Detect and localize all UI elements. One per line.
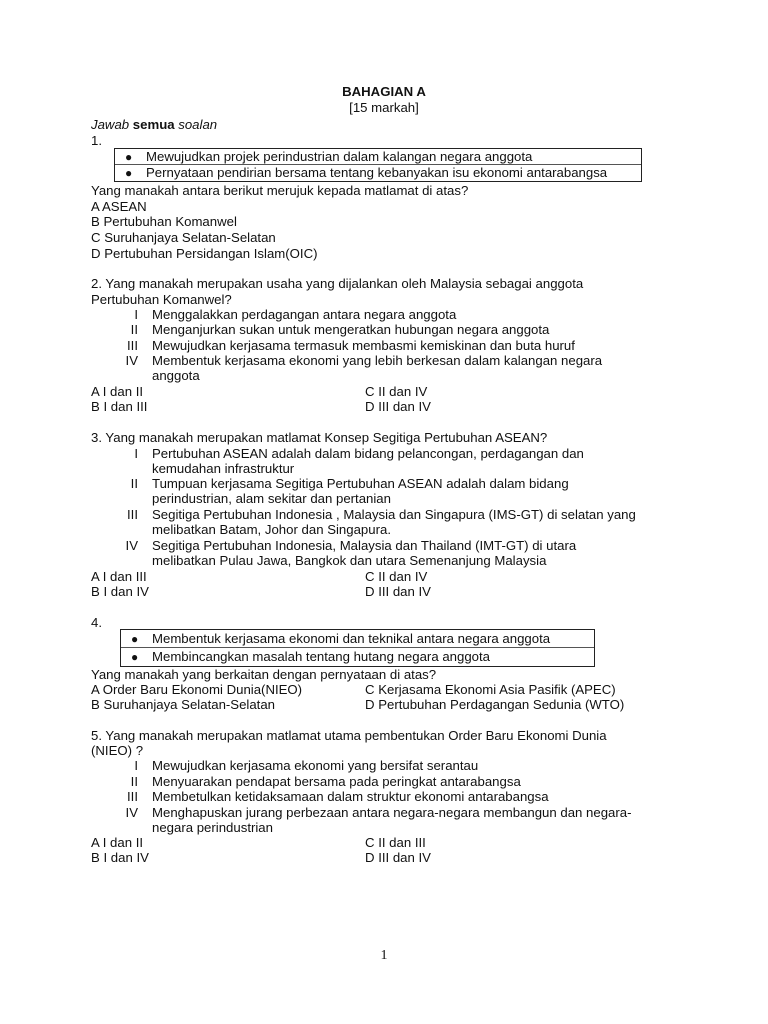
q5-numeral: IV bbox=[125, 805, 138, 820]
q5-numeral: III bbox=[127, 789, 138, 804]
q5-statement: Membetulkan ketidaksamaan dalam struktur ekonomi antarabangsa bbox=[152, 789, 549, 804]
q1-option-c[interactable]: C Suruhanjaya Selatan-Selatan bbox=[91, 230, 276, 245]
q2-statement-cont: anggota bbox=[152, 368, 200, 383]
q2-numeral: II bbox=[130, 322, 138, 337]
q4-box-item: Membentuk kerjasama ekonomi dan teknikal antara negara anggota bbox=[152, 631, 551, 646]
q2-statement: Mewujudkan kerjasama termasuk membasmi kemiskinan dan buta huruf bbox=[152, 338, 575, 353]
q4-box-row bbox=[121, 648, 594, 666]
section-marks: [15 markah] bbox=[349, 100, 419, 115]
q1-option-d[interactable]: D Pertubuhan Persidangan Islam(OIC) bbox=[91, 246, 318, 261]
q4-option-b[interactable]: B Suruhanjaya Selatan-Selatan bbox=[91, 697, 276, 712]
q5-option-a[interactable]: A I dan II bbox=[91, 835, 144, 850]
q4-statement-box bbox=[120, 629, 595, 667]
q3-stem: 3. Yang manakah merupakan matlamat Konsep Segitiga Pertubuhan ASEAN? bbox=[91, 430, 548, 445]
q2-option-d[interactable]: D III dan IV bbox=[365, 399, 431, 414]
q3-option-c[interactable]: C II dan IV bbox=[365, 569, 428, 584]
q1-box-row bbox=[115, 165, 641, 181]
q5-statement: Mewujudkan kerjasama ekonomi yang bersifat serantau bbox=[152, 758, 479, 773]
bullet-icon: ● bbox=[125, 150, 133, 164]
q4-number: 4. bbox=[91, 615, 102, 630]
q3-option-b[interactable]: B I dan IV bbox=[91, 584, 149, 599]
q2-option-b[interactable]: B I dan III bbox=[91, 399, 148, 414]
q1-option-b[interactable]: B Pertubuhan Komanwel bbox=[91, 214, 237, 229]
q3-statement-cont: melibatkan Batam, Johor dan Singapura. bbox=[152, 522, 391, 537]
q4-stem: Yang manakah yang berkaitan dengan pernyataan di atas? bbox=[91, 667, 437, 682]
q3-statement-cont: kemudahan infrastruktur bbox=[152, 461, 295, 476]
q4-option-c[interactable]: C Kerjasama Ekonomi Asia Pasifik (APEC) bbox=[365, 682, 616, 697]
q1-box-item: Mewujudkan projek perindustrian dalam kalangan negara anggota bbox=[146, 149, 533, 164]
q3-statement-cont: melibatkan Pulau Jawa, Bangkok dan utara Semenanjung Malaysia bbox=[152, 553, 547, 568]
q3-numeral: III bbox=[127, 507, 138, 522]
q3-numeral: II bbox=[130, 476, 138, 491]
q5-option-c[interactable]: C II dan III bbox=[365, 835, 426, 850]
q3-statement: Pertubuhan ASEAN adalah dalam bidang pelancongan, perdagangan dan bbox=[152, 446, 584, 461]
q5-numeral: I bbox=[134, 758, 138, 773]
q5-stem-line1: 5. Yang manakah merupakan matlamat utama pembentukan Order Baru Ekonomi Dunia bbox=[91, 728, 607, 743]
q5-option-d[interactable]: D III dan IV bbox=[365, 850, 431, 865]
q2-statement: Membentuk kerjasama ekonomi yang lebih berkesan dalam kalangan negara bbox=[152, 353, 603, 368]
q5-stem-line2: (NIEO) ? bbox=[91, 743, 144, 758]
instruction-part1: Jawab bbox=[91, 117, 133, 132]
q2-statement: Menganjurkan sukan untuk mengeratkan hubungan negara anggota bbox=[152, 322, 550, 337]
instruction-bold: semua bbox=[132, 117, 175, 132]
q4-box-item: Membincangkan masalah tentang hutang negara anggota bbox=[152, 649, 490, 664]
q1-number: 1. bbox=[91, 133, 102, 148]
q2-statement: Menggalakkan perdagangan antara negara anggota bbox=[152, 307, 457, 322]
section-title: BAHAGIAN A bbox=[342, 84, 426, 99]
q3-statement: Tumpuan kerjasama Segitiga Pertubuhan ASEAN adalah dalam bidang bbox=[152, 476, 569, 491]
q2-numeral: I bbox=[134, 307, 138, 322]
q2-option-c[interactable]: C II dan IV bbox=[365, 384, 428, 399]
q1-statement-box bbox=[114, 148, 642, 182]
q5-statement: Menghapuskan jurang perbezaan antara negara-negara membangun dan negara- bbox=[152, 805, 632, 820]
bullet-icon: ● bbox=[125, 166, 133, 180]
q2-option-a[interactable]: A I dan II bbox=[91, 384, 144, 399]
instruction bbox=[91, 117, 217, 132]
q3-statement-cont: perindustrian, alam sekitar dan pertanian bbox=[152, 491, 391, 506]
q3-option-d[interactable]: D III dan IV bbox=[365, 584, 431, 599]
q5-option-b[interactable]: B I dan IV bbox=[91, 850, 149, 865]
q3-statement: Segitiga Pertubuhan Indonesia, Malaysia dan Thailand (IMT-GT) di utara bbox=[152, 538, 577, 553]
instruction-part2: soalan bbox=[174, 117, 218, 132]
q1-box-item: Pernyataan pendirian bersama tentang kebanyakan isu ekonomi antarabangsa bbox=[146, 165, 608, 180]
q3-numeral: I bbox=[134, 446, 138, 461]
q3-statement: Segitiga Pertubuhan Indonesia , Malaysia dan Singapura (IMS-GT) di selatan yang bbox=[152, 507, 636, 522]
q4-option-a[interactable]: A Order Baru Ekonomi Dunia(NIEO) bbox=[91, 682, 303, 697]
q3-numeral: IV bbox=[125, 538, 138, 553]
q5-statement-cont: negara perindustrian bbox=[152, 820, 273, 835]
q2-stem-line1: 2. Yang manakah merupakan usaha yang dijalankan oleh Malaysia sebagai anggota bbox=[91, 276, 584, 291]
q1-option-a[interactable]: A ASEAN bbox=[91, 199, 147, 214]
q1-stem: Yang manakah antara berikut merujuk kepada matlamat di atas? bbox=[91, 183, 469, 198]
q5-numeral: II bbox=[130, 774, 138, 789]
q4-box-row bbox=[121, 630, 594, 648]
q3-option-a[interactable]: A I dan III bbox=[91, 569, 147, 584]
page-number: 1 bbox=[380, 948, 388, 963]
q1-box-row bbox=[115, 149, 641, 165]
q2-numeral: III bbox=[127, 338, 138, 353]
q2-stem-line2: Pertubuhan Komanwel? bbox=[91, 292, 232, 307]
q2-numeral: IV bbox=[125, 353, 138, 368]
q5-statement: Menyuarakan pendapat bersama pada peringkat antarabangsa bbox=[152, 774, 521, 789]
bullet-icon: ● bbox=[131, 650, 139, 664]
bullet-icon: ● bbox=[131, 632, 139, 646]
q4-option-d[interactable]: D Pertubuhan Perdagangan Sedunia (WTO) bbox=[365, 697, 625, 712]
